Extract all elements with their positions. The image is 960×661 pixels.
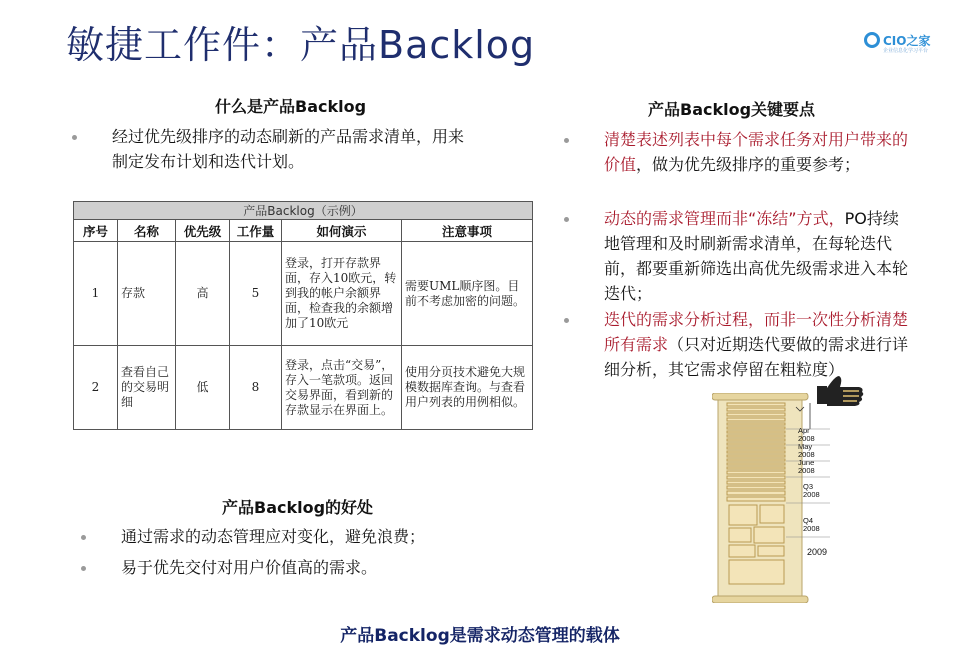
cell-effort: 8	[230, 346, 282, 430]
keypoint-highlight: 迭代的需求分析过程，而非一次性分析清楚所有需求	[604, 310, 909, 354]
bullet-dot-icon	[564, 318, 569, 323]
cell-name: 查看自己的交易明细	[118, 346, 176, 430]
table-row	[74, 242, 533, 346]
bullet-dot-icon	[81, 535, 86, 540]
stack-label-may: May	[798, 442, 813, 451]
bullet-dot-icon	[564, 138, 569, 143]
stack-label-q3: Q3	[803, 482, 814, 491]
stack-label-apr-year: 2008	[798, 434, 815, 443]
col-header: 注意事项	[402, 220, 533, 242]
keypoint-text: PO持续地管理和及时刷新需求清单，在每轮迭代前，都要重新筛选出高优先级需求进入本轮迭代；	[604, 209, 909, 303]
keypoint-item	[604, 127, 909, 177]
stack-label-june: June	[798, 458, 815, 467]
keypoint-highlight: 动态的需求管理而非“冻结”方式，	[604, 209, 845, 228]
benefit-text: 通过需求的动态管理应对变化，避免浪费；	[121, 527, 426, 546]
what-line-1: 经过优先级排序的动态刷新的产品需求清单，用来	[112, 127, 465, 146]
col-header: 优先级	[176, 220, 230, 242]
what-bullet	[112, 124, 532, 174]
stack-label-apr: Apr	[798, 426, 810, 435]
bullet-dot-icon	[72, 135, 77, 140]
keypoints-heading: 产品Backlog关键要点	[648, 100, 816, 119]
col-header: 如何演示	[282, 220, 402, 242]
bullet-dot-icon	[564, 217, 569, 222]
backlog-example-table	[73, 201, 533, 430]
cell-id: 1	[74, 242, 118, 346]
cell-notes: 需要UML顺序图。目前不考虑加密的问题。	[402, 242, 533, 346]
cell-notes: 使用分页技术避免大规模数据库查询。与查看用户列表的用例相似。	[402, 346, 533, 430]
backlog-stack-graphic	[712, 393, 830, 603]
keypoint-text: （只对近期迭代要做的需求进行详细分析，其它需求停留在粗粒度）	[604, 335, 909, 379]
keypoint-text: ，做为优先级排序的重要参考；	[636, 155, 861, 174]
cell-demo: 登录，点击“交易”，存入一笔款项。返回交易界面，看到新的存款显示在界面上。	[282, 346, 402, 430]
cell-demo: 登录，打开存款界面，存入10欧元，转到我的帐户余额界面，检查我的余额增加了10欧元	[282, 242, 402, 346]
cell-priority: 高	[176, 242, 230, 346]
benefit-item	[121, 524, 521, 549]
bullet-dot-icon	[81, 566, 86, 571]
stack-label-q4-year: 2008	[803, 524, 820, 533]
cell-priority: 低	[176, 346, 230, 430]
benefits-heading: 产品Backlog的好处	[222, 498, 374, 517]
what-line-2: 制定发布计划和迭代计划。	[112, 152, 305, 171]
cell-id: 2	[74, 346, 118, 430]
slide-footer: 产品Backlog是需求动态管理的载体	[340, 626, 620, 646]
cell-effort: 5	[230, 242, 282, 346]
what-heading: 什么是产品Backlog	[215, 97, 367, 116]
col-header: 工作量	[230, 220, 282, 242]
table-row	[74, 346, 533, 430]
stack-label-2009: 2009	[807, 547, 828, 557]
cell-name: 存款	[118, 242, 176, 346]
logo-ring-icon	[864, 32, 880, 48]
benefit-text: 易于优先交付对用户价值高的需求。	[121, 558, 378, 577]
table-header-row	[74, 220, 533, 242]
stack-label-may-year: 2008	[798, 450, 815, 459]
col-header: 序号	[74, 220, 118, 242]
stack-label-q4: Q4	[803, 516, 814, 525]
logo-name: CIO之家	[883, 34, 931, 48]
table-caption: 产品Backlog（示例）	[74, 202, 533, 220]
stack-label-june-year: 2008	[798, 466, 815, 475]
keypoint-item	[604, 307, 909, 382]
keypoint-highlight: 清楚表述列表中每个需求任务对用户带来的价值	[604, 130, 909, 174]
col-header: 名称	[118, 220, 176, 242]
slide-title: 敏捷工作件：产品Backlog	[66, 23, 536, 67]
benefit-item	[121, 555, 521, 580]
stack-label-q3-year: 2008	[803, 490, 820, 499]
keypoint-item	[604, 206, 909, 306]
cio-logo	[864, 30, 936, 54]
logo-tagline: 企业信息化学习平台	[883, 48, 929, 54]
